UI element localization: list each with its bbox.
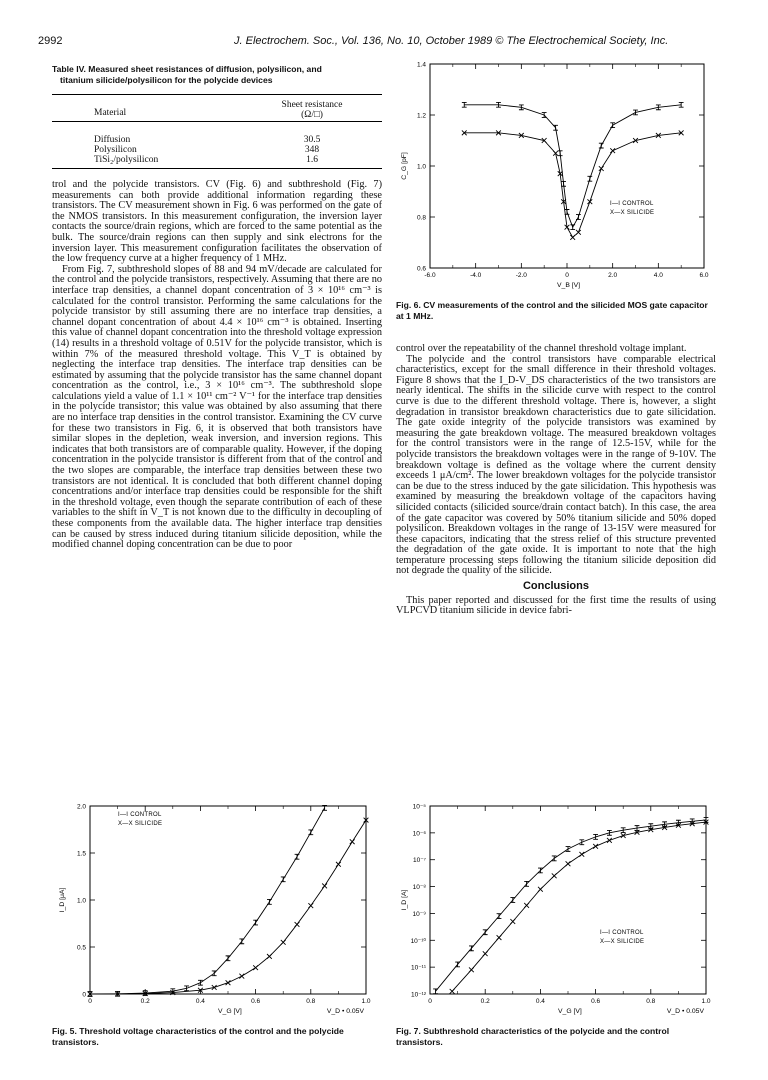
data-point-silicide <box>538 887 543 892</box>
data-point-silicide <box>253 965 258 970</box>
legend-entry: I—I CONTROL <box>118 812 162 818</box>
y-tick-label: 10⁻¹⁰ <box>410 937 426 945</box>
data-point-silicide <box>226 980 231 985</box>
table-rule <box>52 94 382 95</box>
table-header-value-unit: (Ω/□) <box>301 110 323 120</box>
series-line-control <box>90 808 325 994</box>
data-point-control <box>610 123 615 128</box>
fig6-caption: Fig. 6. CV measurements of the control and the silicided MOS gate capacitor at 1 MHz. <box>396 300 708 321</box>
series-line-control <box>436 820 706 991</box>
legend-entry: X—X SILICIDE <box>118 821 163 827</box>
data-point-silicide <box>524 903 529 908</box>
paragraph: This paper reported and discussed for the first time the results of using VLPCVD titanium silicide in device fabri- <box>396 594 716 617</box>
data-point-silicide <box>469 967 474 972</box>
y-tick-label: 1.5 <box>76 850 86 858</box>
paragraph: The polycide and the control transistors have comparable electrical characteristics, except for the small difference in their threshold voltages. Figure 8 shows that the I_D-V_DS characteristics of the two transistors are nearly identical. The shifts in the silicide curve with respect to the control curve is due to the different threshold voltage. There is, however, a slight degradation in transistor breakdown characteristics due to gate silicidation. The gate oxide integrity of the polycide transistors was examined by measuring the gate breakdown voltage. The measured breakdown voltages for the control transistors were in the range of 12.5-15V, while for the polycide transistors the breakdown voltages were in the range of 9-10V. The breakdown voltage is defined as the voltage where the current density exceeds 1 μA/cm². The lower breakdown voltages for the polycide transistor can be due to the stress induced by the gate silicidation. This hypothesis was examined by measuring the breakdown voltage of the capacitors having silicided contacts (silicided source/drain contact batch). In this case, the area of the gate capacitor was covered by 50% titanium silicide and 50% doped polysilicon. Breakdown voltages in the range of 13-15V were measured for these capacitors, indicating that the stress relief of this structure prevented the degradation of the gate oxide. It is important to note that the high temperature processing steps following the titanium silicide deposition did not degrade the quality of the silicide. <box>396 353 716 577</box>
x-axis-label: V_G [V] <box>558 1008 582 1015</box>
plot-frame <box>430 64 704 268</box>
data-point-silicide <box>295 922 300 927</box>
legend-entry: I—I CONTROL <box>600 930 644 936</box>
y-tick-label: 10⁻¹¹ <box>411 964 426 972</box>
legend-entry: X—X SILICIDE <box>610 210 655 216</box>
data-point-silicide <box>450 989 455 994</box>
data-point-control <box>593 834 598 839</box>
fig6-cv-chart <box>396 58 716 296</box>
y-tick-label: 1.0 <box>416 163 426 171</box>
table-cell-value: 348 <box>304 145 320 155</box>
x-tick-label: 2.0 <box>608 272 618 279</box>
x-axis-label: V_B [V] <box>557 282 581 289</box>
y-tick-label: 10⁻⁶ <box>412 830 426 838</box>
x-axis-note: V_D • 0.05V <box>666 1008 704 1015</box>
x-tick-label: 0.2 <box>140 998 150 1005</box>
x-tick-label: 0 <box>428 998 432 1005</box>
x-axis-note: V_D • 0.05V <box>326 1008 364 1015</box>
x-tick-label: 6.0 <box>699 272 709 279</box>
fig7-subthreshold-chart <box>396 800 716 1022</box>
section-heading: Conclusions <box>522 580 589 593</box>
y-tick-label: 10⁻¹² <box>411 991 426 999</box>
right-column-text <box>396 344 716 790</box>
x-axis-label: V_G [V] <box>218 1008 242 1015</box>
data-point-control <box>558 151 563 156</box>
paragraph: trol and the polycide transistors. CV (Fig. 6) and subthreshold (Fig. 7) measurements can both provide additional information regarding these transistors. The CV measurement shown in Fig. 6 was performed on the gate of the NMOS transistors. In this measurement configuration, the inversion layer contacts the source/drain regions, which are forced to the same potential as the bulk. The source/drain regions can then supply and sink electrons for the inversion layer. This measurement configuration facilitates the observation of the low frequency curve at a higher frequency of 1 MHz. <box>52 180 382 265</box>
data-point-silicide <box>350 839 355 844</box>
data-point-control <box>570 225 575 230</box>
table-header-value <box>252 100 372 120</box>
y-tick-label: 10⁻⁸ <box>412 884 426 892</box>
data-point-control <box>281 877 286 882</box>
data-point-silicide <box>336 862 341 867</box>
table-cell-value: 1.6 <box>306 155 318 165</box>
y-tick-label: 0.6 <box>416 265 426 273</box>
series-line-silicide <box>464 133 681 238</box>
data-point-silicide <box>308 903 313 908</box>
data-point-silicide <box>510 919 515 924</box>
plot-frame <box>90 806 366 994</box>
page-number: 2992 <box>38 35 63 47</box>
x-tick-label: 1.0 <box>701 998 711 1005</box>
left-column-text <box>52 180 382 780</box>
table-cell-value: 30.5 <box>303 135 321 145</box>
data-point-silicide <box>497 935 502 940</box>
y-tick-label: 10⁻⁷ <box>412 857 426 865</box>
journal-citation: J. Electrochem. Soc., Vol. 136, No. 10, October 1989 © The Electrochemical Society, Inc. <box>234 35 669 47</box>
y-tick-label: 10⁻⁵ <box>412 803 426 811</box>
data-point-control <box>576 215 581 220</box>
data-point-silicide <box>281 940 286 945</box>
y-tick-label: 1.0 <box>76 897 86 905</box>
y-tick-label: 1.2 <box>416 112 426 120</box>
table-row <box>94 155 382 165</box>
fig5-caption: Fig. 5. Threshold voltage characteristics of the control and the polycide transistors. <box>52 1026 344 1047</box>
table-caption <box>52 64 382 86</box>
x-tick-label: 0.8 <box>646 998 656 1005</box>
fig7-caption: Fig. 7. Subthreshold characteristics of the polycide and the control transistors. <box>396 1026 670 1047</box>
data-point-silicide <box>566 861 571 866</box>
legend-entry: I—I CONTROL <box>610 201 654 207</box>
y-tick-label: 1.4 <box>416 61 426 69</box>
running-header <box>38 35 728 49</box>
data-point-silicide <box>599 166 604 171</box>
y-tick-label: 0 <box>82 991 86 999</box>
x-tick-label: -2.0 <box>515 272 527 279</box>
data-point-silicide <box>607 838 612 843</box>
data-point-silicide <box>587 199 592 204</box>
y-tick-label: 2.0 <box>76 803 86 811</box>
x-tick-label: 1.0 <box>361 998 371 1005</box>
x-tick-label: 0 <box>565 272 569 279</box>
table-header-value-line: Sheet resistance <box>281 100 343 110</box>
table-cell-material: TiSi₂/polysilicon <box>94 155 159 165</box>
data-point-control <box>599 143 604 148</box>
paragraph: control over the repeatability of the channel threshold voltage implant. <box>396 344 687 354</box>
y-tick-label: 0.5 <box>76 944 86 952</box>
table-cell-material: Polysilicon <box>94 145 137 155</box>
x-tick-label: -4.0 <box>470 272 482 279</box>
x-tick-label: 0 <box>88 998 92 1005</box>
data-point-silicide <box>610 148 615 153</box>
data-point-control <box>295 854 300 859</box>
table-caption-line: Table IV. Measured sheet resistances of diffusion, polysilicon, and <box>52 64 322 74</box>
table-cell-material: Diffusion <box>94 135 131 145</box>
y-tick-label: 10⁻⁹ <box>412 910 426 918</box>
paragraph: From Fig. 7, subthreshold slopes of 88 and 94 mV/decade are calculated for the control and the polycide transistors, respectively. Assuming that there are no interface trap densities, a channel dopant concentration of 3 × 10¹⁶ cm⁻³ is calculated for the control transistor. Performing the same calculations for the polycide transistor by still assuming there are no interface trap densities, a channel dopant concentration of about 4.4 × 10¹⁶ cm⁻³ is obtained. Inserting this value of channel dopant concentration into the threshold voltage expression (14) results in a threshold voltage of 0.51V for the polycide transistor, which is within 7% of the measured threshold voltage. This V_T is obtained by neglecting the interface trap densities. The interface trap densities can be estimated by assuming that the polycide transistor has the same channel dopant concentration as the control, i.e., 3 × 10¹⁶ cm⁻³. The subthreshold slope calculations yield a value of 1.1 × 10¹¹ cm⁻² V⁻¹ for the interface trap densities in the polycide transistor; this value was obtained by also assuming that there are no interface trap densities in the control transistor. Examining the CV curve for these two transistors in Fig. 6, it is observed that both transistors have similar slopes in the depletion, weak inversion, and inversion regions. This indicates that both transistors are of comparable quality. However, if the doping concentration in the polycide transistor is different from that of the control and the two slopes are comparable, the interface trap densities between these two transistors are not identical. It is concluded that both different channel doping concentrations and/or interface trap densities could be responsible for the shift in the threshold voltage, even though the separate contribution of each of these variables to the shift in V_T is not known due to the difficulty in decoupling of these components from the available data. The higher interface trap densities can be caused by stress induced during titanium silicide deposition, while the modified channel doping concentration can be due to poor <box>52 263 382 551</box>
y-axis-label: C_G [pF] <box>401 152 408 180</box>
x-tick-label: 0.2 <box>480 998 490 1005</box>
table-row <box>94 135 382 145</box>
series-line-control <box>464 105 681 227</box>
x-tick-label: 0.6 <box>591 998 601 1005</box>
data-point-silicide <box>322 884 327 889</box>
data-point-silicide <box>579 852 584 857</box>
data-point-silicide <box>593 844 598 849</box>
plot-frame <box>430 806 706 994</box>
x-tick-label: -6.0 <box>424 272 436 279</box>
data-point-silicide <box>267 954 272 959</box>
table-rule <box>52 121 382 122</box>
y-axis-label: I_D [A] <box>401 889 408 911</box>
y-tick-label: 0.8 <box>416 214 426 222</box>
table-header-material: Material <box>94 108 127 118</box>
fig5-threshold-chart <box>52 800 382 1022</box>
data-point-control <box>267 899 272 904</box>
data-point-silicide <box>239 974 244 979</box>
x-tick-label: 0.6 <box>251 998 261 1005</box>
x-tick-label: 0.4 <box>195 998 205 1005</box>
table-row <box>94 145 382 155</box>
x-tick-label: 0.4 <box>535 998 545 1005</box>
data-point-control <box>308 830 313 835</box>
y-axis-label: I_D [μA] <box>59 887 66 913</box>
x-tick-label: 0.8 <box>306 998 316 1005</box>
data-point-control <box>579 840 584 845</box>
data-point-silicide <box>570 235 575 240</box>
x-tick-label: 4.0 <box>653 272 663 279</box>
data-point-control <box>587 176 592 181</box>
table-rule <box>52 168 382 169</box>
series-line-silicide <box>90 820 366 994</box>
data-point-silicide <box>552 873 557 878</box>
table-caption-line: titanium silicide/polysilicon for the polycide devices <box>60 75 273 85</box>
data-point-silicide <box>576 230 581 235</box>
data-point-silicide <box>483 951 488 956</box>
series-line-silicide <box>452 822 706 991</box>
legend-entry: X—X SILICIDE <box>600 939 645 945</box>
